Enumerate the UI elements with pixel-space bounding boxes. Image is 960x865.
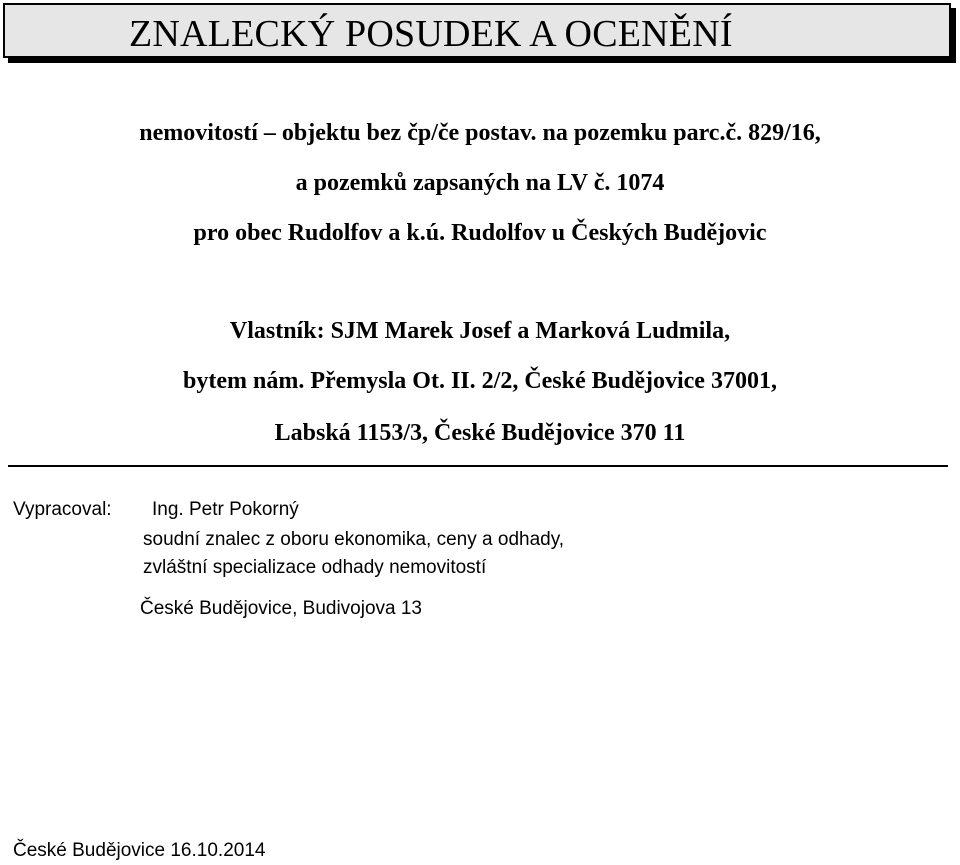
owner-line-2: bytem nám. Přemysla Ot. II. 2/2, České Budějovice 37001, bbox=[183, 368, 777, 394]
author-label: Vypracoval: bbox=[13, 499, 112, 520]
subject-line-3: pro obec Rudolfov a k.ú. Rudolfov u Českých Budějovic bbox=[193, 220, 767, 246]
owner-line-3: Labská 1153/3, České Budějovice 370 11 bbox=[274, 420, 686, 446]
author-role-2: zvláštní specializace odhady nemovitostí bbox=[143, 557, 487, 578]
horizontal-divider bbox=[8, 465, 948, 467]
subject-line-2: a pozemků zapsaných na LV č. 1074 bbox=[295, 170, 665, 196]
author-role-1: soudní znalec z oboru ekonomika, ceny a odhady, bbox=[143, 529, 565, 550]
document-title: ZNALECKÝ POSUDEK A OCENĚNÍ bbox=[129, 13, 733, 55]
subject-line-1: nemovitostí – objektu bez čp/če postav. na pozemku parc.č. 829/16, bbox=[139, 120, 821, 146]
author-name: Ing. Petr Pokorný bbox=[152, 499, 299, 520]
title-box bbox=[3, 3, 951, 58]
place-and-date: České Budějovice 16.10.2014 bbox=[13, 840, 266, 861]
author-address: České Budějovice, Budivojova 13 bbox=[140, 598, 423, 619]
owner-line-1: Vlastník: SJM Marek Josef a Marková Ludmila, bbox=[229, 318, 731, 344]
